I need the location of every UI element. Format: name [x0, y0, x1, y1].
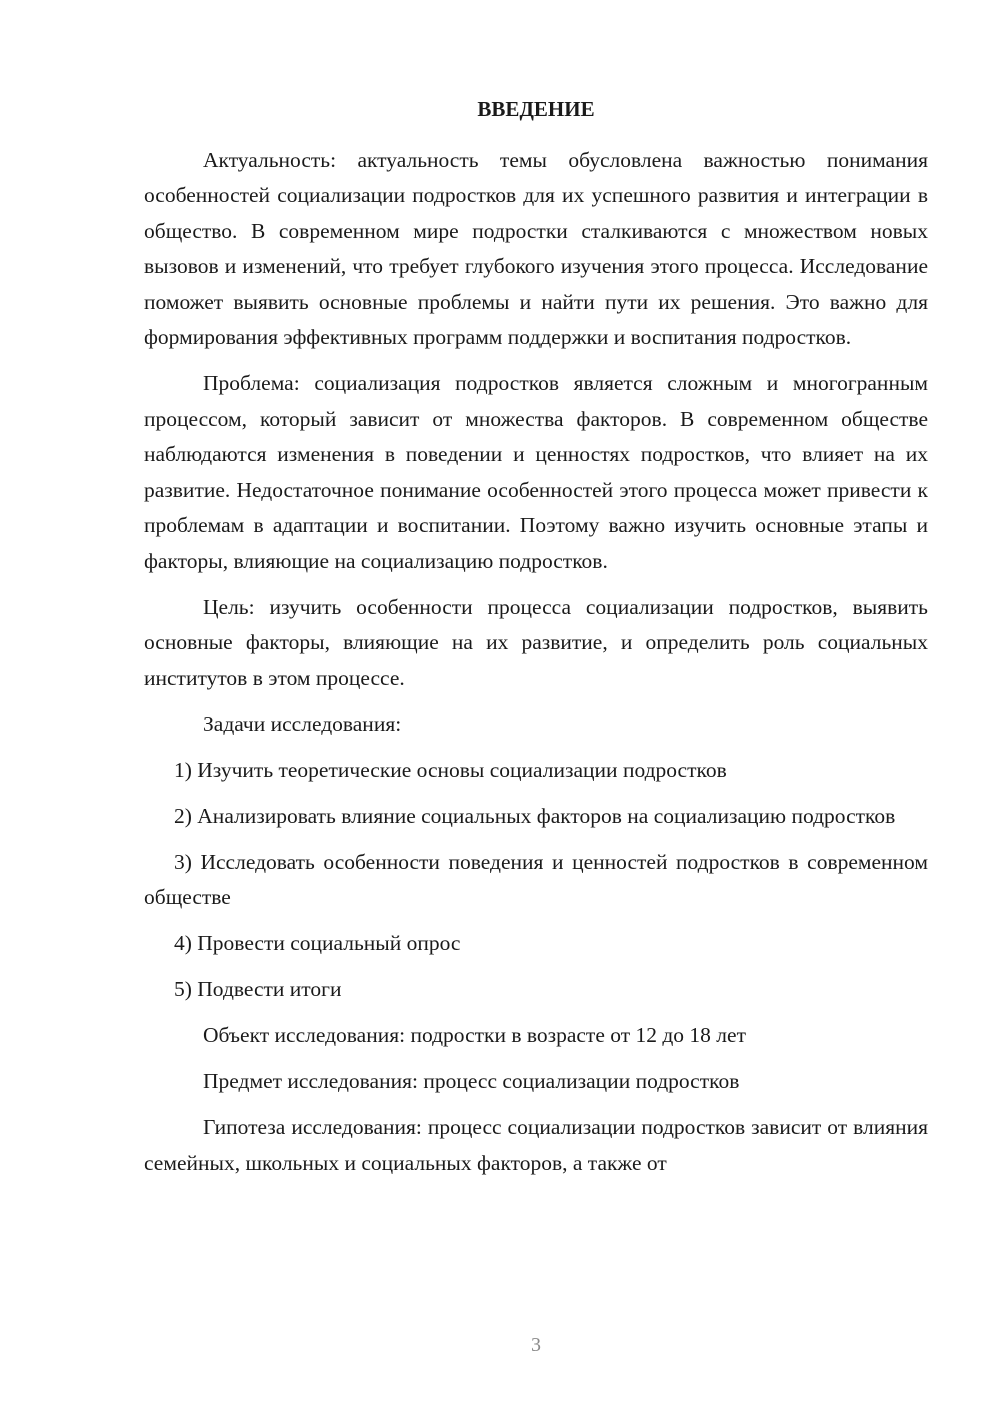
problem-paragraph: Проблема: социализация подростков является сложным и многогранным процессом, который зависит от множества факторов. В современном обществе наблюдаются изменения в поведении и ценностях подростков, что влияет на их развитие. Недостаточное понимание особенностей этого процесса может привести к проблемам в адаптации и воспитании. Поэтому важно изучить основные этапы и факторы, влияющие на социализацию подростков.: [144, 371, 928, 573]
research-object: Объект исследования: подростки в возрасте от 12 до 18 лет: [203, 1023, 746, 1047]
research-subject: Предмет исследования: процесс социализации подростков: [203, 1069, 740, 1093]
task-item-5: 5) Подвести итоги: [174, 977, 342, 1001]
page-content: [144, 92, 928, 1181]
research-hypothesis: Гипотеза исследования: процесс социализации подростков зависит от влияния семейных, школьных и социальных факторов, а также от: [144, 1115, 928, 1175]
tasks-heading: Задачи исследования:: [203, 711, 402, 736]
page-number: 3: [531, 1334, 541, 1356]
relevance-paragraph: Актуальность: актуальность темы обусловлена важностью понимания особенностей социализации подростков для их успешного развития и интеграции в общество. В современном мире подростки сталкиваются с множеством новых вызовов и изменений, что требует глубокого изучения этого процесса. Исследование поможет выявить основные проблемы и найти пути их решения. Это важно для формирования эффективных программ поддержки и воспитания подростков.: [144, 147, 928, 349]
goal-paragraph: Цель: изучить особенности процесса социализации подростков, выявить основные факторы, влияющие на их развитие, и определить роль социальных институтов в этом процессе.: [144, 594, 928, 690]
section-title: ВВЕДЕНИЕ: [477, 97, 595, 121]
task-item-2: 2) Анализировать влияние социальных факторов на социализацию подростков: [174, 803, 896, 828]
task-item-4: 4) Провести социальный опрос: [174, 931, 461, 955]
task-item-3: 3) Исследовать особенности поведения и ценностей подростков в современном обществе: [144, 849, 928, 909]
task-item-1: 1) Изучить теоретические основы социализации подростков: [174, 757, 727, 782]
